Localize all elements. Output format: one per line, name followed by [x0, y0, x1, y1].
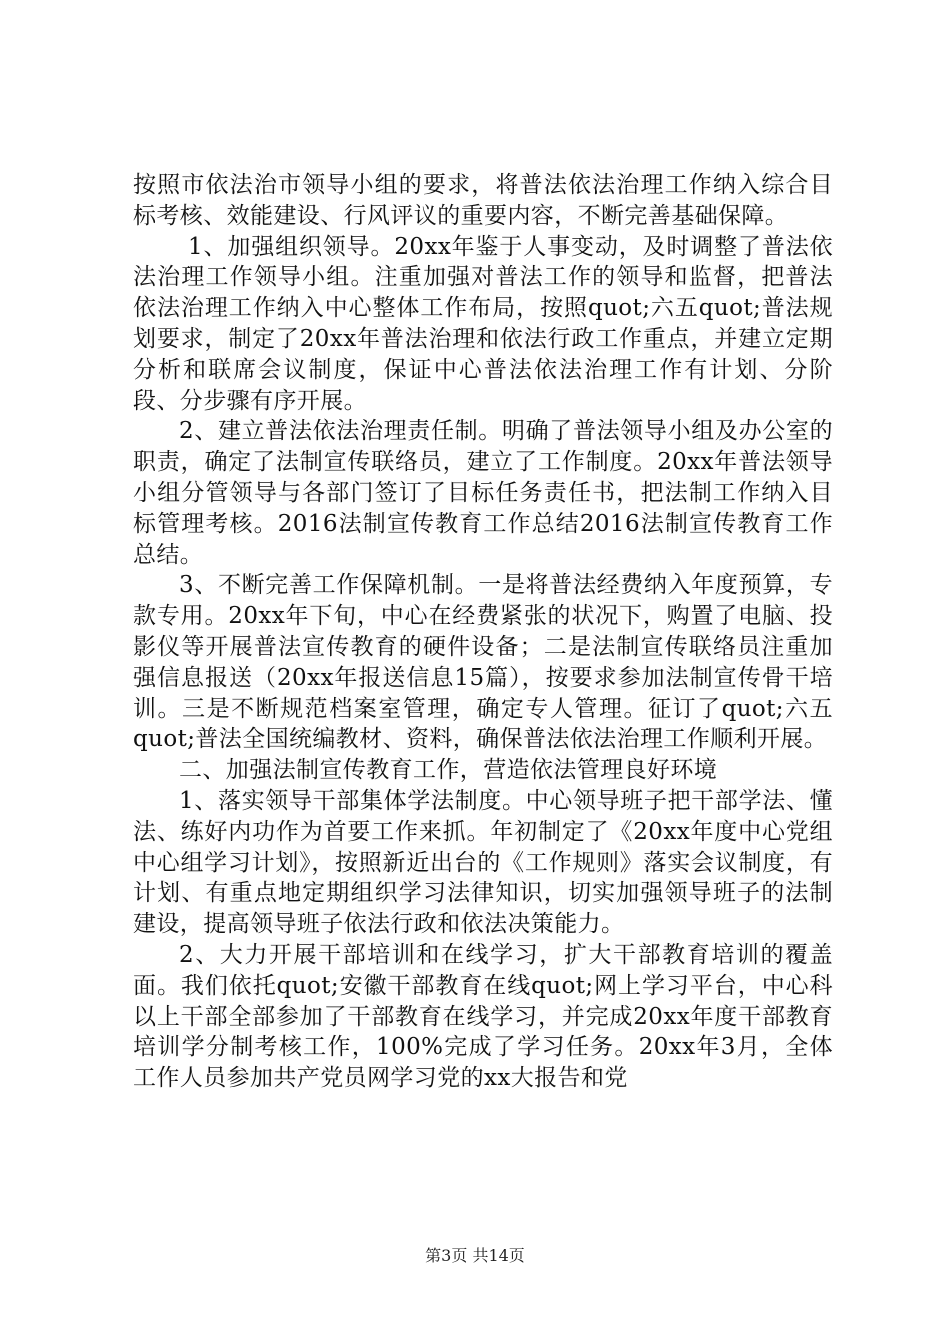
page-number-footer: 第3页 共14页	[425, 1246, 525, 1265]
paragraph-responsibility-system: 2、建立普法依法治理责任制。明确了普法领导小组及办公室的职责，确定了法制宣传联络员，建立了工作制度。20xx年普法领导小组分管领导与各部门签订了目标任务责任书，把法制工作纳入目标管理考核。2016法制宣传教育工作总结2016法制宣传教育工作总结。	[133, 418, 833, 568]
paragraph-organization-leadership: 1、加强组织领导。20xx年鉴于人事变动，及时调整了普法依法治理工作领导小组。注重加强对普法工作的领导和监督，把普法依法治理工作纳入中心整体工作布局，按照quot;六五quot;普法规划要求，制定了20xx年普法治理和依法行政工作重点，并建立定期分析和联席会议制度，保证中心普法依法治理工作有计划、分阶段、分步骤有序开展。	[133, 233, 833, 414]
section-heading-two: 二、加强法制宣传教育工作，营造依法管理良好环境	[179, 757, 718, 784]
paragraph-intro: 按照市依法治市领导小组的要求，将普法依法治理工作纳入综合目标考核、效能建设、行风评议的重要内容，不断完善基础保障。	[133, 172, 833, 229]
paragraph-collective-study: 1、落实领导干部集体学法制度。中心领导班子把干部学法、懂法、练好内功作为首要工作来抓。年初制定了《20xx年度中心党组中心组学习计划》，按照新近出台的《工作规则》落实会议制度，有计划、有重点地定期组织学习法律知识，切实加强领导班子的法制建设，提高领导班子依法行政和依法决策能力。	[133, 787, 833, 938]
paragraph-guarantee-mechanism: 3、不断完善工作保障机制。一是将普法经费纳入年度预算，专款专用。20xx年下旬，中心在经费紧张的状况下，购置了电脑、投影仪等开展普法宣传教育的硬件设备；二是法制宣传联络员注重加强信息报送（20xx年报送信息15篇），按要求参加法制宣传骨干培训。三是不断规范档案室管理，确定专人管理。征订了quot;六五quot;普法全国统编教材、资料，确保普法依法治理工作顺利开展。	[133, 572, 833, 753]
document-body	[133, 170, 833, 1094]
paragraph-online-training: 2、大力开展干部培训和在线学习，扩大干部教育培训的覆盖面。我们依托quot;安徽干部教育在线quot;网上学习平台，中心科以上干部全部参加了干部教育在线学习，并完成20xx年度干部教育培训学分制考核工作，100%完成了学习任务。20xx年3月，全体工作人员参加共产党员网学习党的xx大报告和党	[133, 941, 833, 1092]
